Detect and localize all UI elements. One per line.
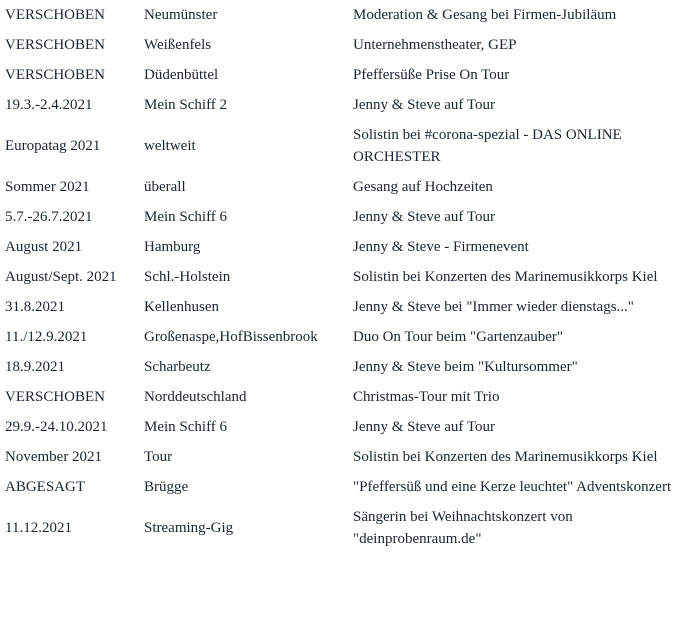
event-place: Mein Schiff 6 bbox=[144, 209, 228, 225]
table-row bbox=[0, 0, 700, 30]
event-date: 19.3.-2.4.2021 bbox=[5, 97, 93, 113]
event-place: Norddeutschland bbox=[144, 389, 247, 405]
event-place: Kellenhusen bbox=[144, 299, 219, 315]
event-place: weltweit bbox=[144, 138, 196, 154]
event-place: Neumünster bbox=[144, 7, 218, 23]
table-row bbox=[0, 202, 700, 232]
event-description: Jenny & Steve auf Tour bbox=[353, 419, 495, 435]
event-description: Gesang auf Hochzeiten bbox=[353, 179, 493, 195]
event-date: November 2021 bbox=[5, 449, 103, 465]
event-description: Jenny & Steve auf Tour bbox=[353, 97, 495, 113]
table-row bbox=[0, 352, 700, 382]
table-row bbox=[0, 382, 700, 412]
event-description: Duo On Tour beim "Gartenzauber" bbox=[353, 329, 564, 345]
event-description: Jenny & Steve beim "Kultursommer" bbox=[353, 359, 578, 375]
event-description: Solistin bei Konzerten des Marinemusikkorps Kiel bbox=[353, 449, 658, 465]
event-date: August 2021 bbox=[5, 239, 83, 255]
table-row bbox=[0, 60, 700, 90]
event-description: Jenny & Steve bei "Immer wieder dienstags..." bbox=[353, 299, 634, 315]
table-row bbox=[0, 322, 700, 352]
event-date: VERSCHOBEN bbox=[5, 67, 106, 83]
table-row bbox=[0, 442, 700, 472]
event-description: Pfeffersüße Prise On Tour bbox=[353, 67, 510, 83]
table-row bbox=[0, 502, 700, 554]
event-place: Tour bbox=[144, 449, 173, 465]
table-row bbox=[0, 292, 700, 322]
event-description: Moderation & Gesang bei Firmen-Jubiläum bbox=[353, 7, 617, 23]
event-description: Sängerin bei Weihnachtskonzert von "deinprobenraum.de" bbox=[353, 509, 573, 547]
event-date: ABGESAGT bbox=[5, 479, 86, 495]
event-place: Schl.-Holstein bbox=[144, 269, 231, 285]
event-description: Jenny & Steve - Firmenevent bbox=[353, 239, 529, 255]
event-date: 29.9.-24.10.2021 bbox=[5, 419, 108, 435]
event-date: 11.12.2021 bbox=[5, 520, 72, 536]
event-description: Solistin bei Konzerten des Marinemusikkorps Kiel bbox=[353, 269, 658, 285]
table-row bbox=[0, 172, 700, 202]
event-description: Jenny & Steve auf Tour bbox=[353, 209, 495, 225]
event-place: Streaming-Gig bbox=[144, 520, 234, 536]
event-date: Sommer 2021 bbox=[5, 179, 90, 195]
event-place: überall bbox=[144, 179, 186, 195]
event-place: Scharbeutz bbox=[144, 359, 211, 375]
event-description: "Pfeffersüß und eine Kerze leuchtet" Adventskonzert bbox=[353, 479, 672, 495]
event-description: Solistin bei #corona-spezial - DAS ONLINE ORCHESTER bbox=[353, 127, 622, 165]
event-date: 11./12.9.2021 bbox=[5, 329, 88, 345]
event-date: VERSCHOBEN bbox=[5, 7, 106, 23]
event-place: Hamburg bbox=[144, 239, 201, 255]
event-place: Düdenbüttel bbox=[144, 67, 219, 83]
event-place: Brügge bbox=[144, 479, 189, 495]
event-place: Mein Schiff 2 bbox=[144, 97, 228, 113]
table-row bbox=[0, 30, 700, 60]
table-row bbox=[0, 120, 700, 172]
event-place: Großenaspe,HofBissenbrook bbox=[144, 329, 318, 345]
event-date: VERSCHOBEN bbox=[5, 37, 106, 53]
event-place: Mein Schiff 6 bbox=[144, 419, 228, 435]
event-description: Unternehmenstheater, GEP bbox=[353, 37, 517, 53]
event-date: 5.7.-26.7.2021 bbox=[5, 209, 93, 225]
table-row bbox=[0, 412, 700, 442]
table-row bbox=[0, 472, 700, 502]
event-place: Weißenfels bbox=[144, 37, 212, 53]
event-date: Europatag 2021 bbox=[5, 138, 101, 154]
event-description: Christmas-Tour mit Trio bbox=[353, 389, 500, 405]
table-row bbox=[0, 262, 700, 292]
event-date: VERSCHOBEN bbox=[5, 389, 106, 405]
event-date: 31.8.2021 bbox=[5, 299, 65, 315]
event-date: August/Sept. 2021 bbox=[5, 269, 117, 285]
event-date: 18.9.2021 bbox=[5, 359, 65, 375]
table-row bbox=[0, 90, 700, 120]
table-row bbox=[0, 232, 700, 262]
